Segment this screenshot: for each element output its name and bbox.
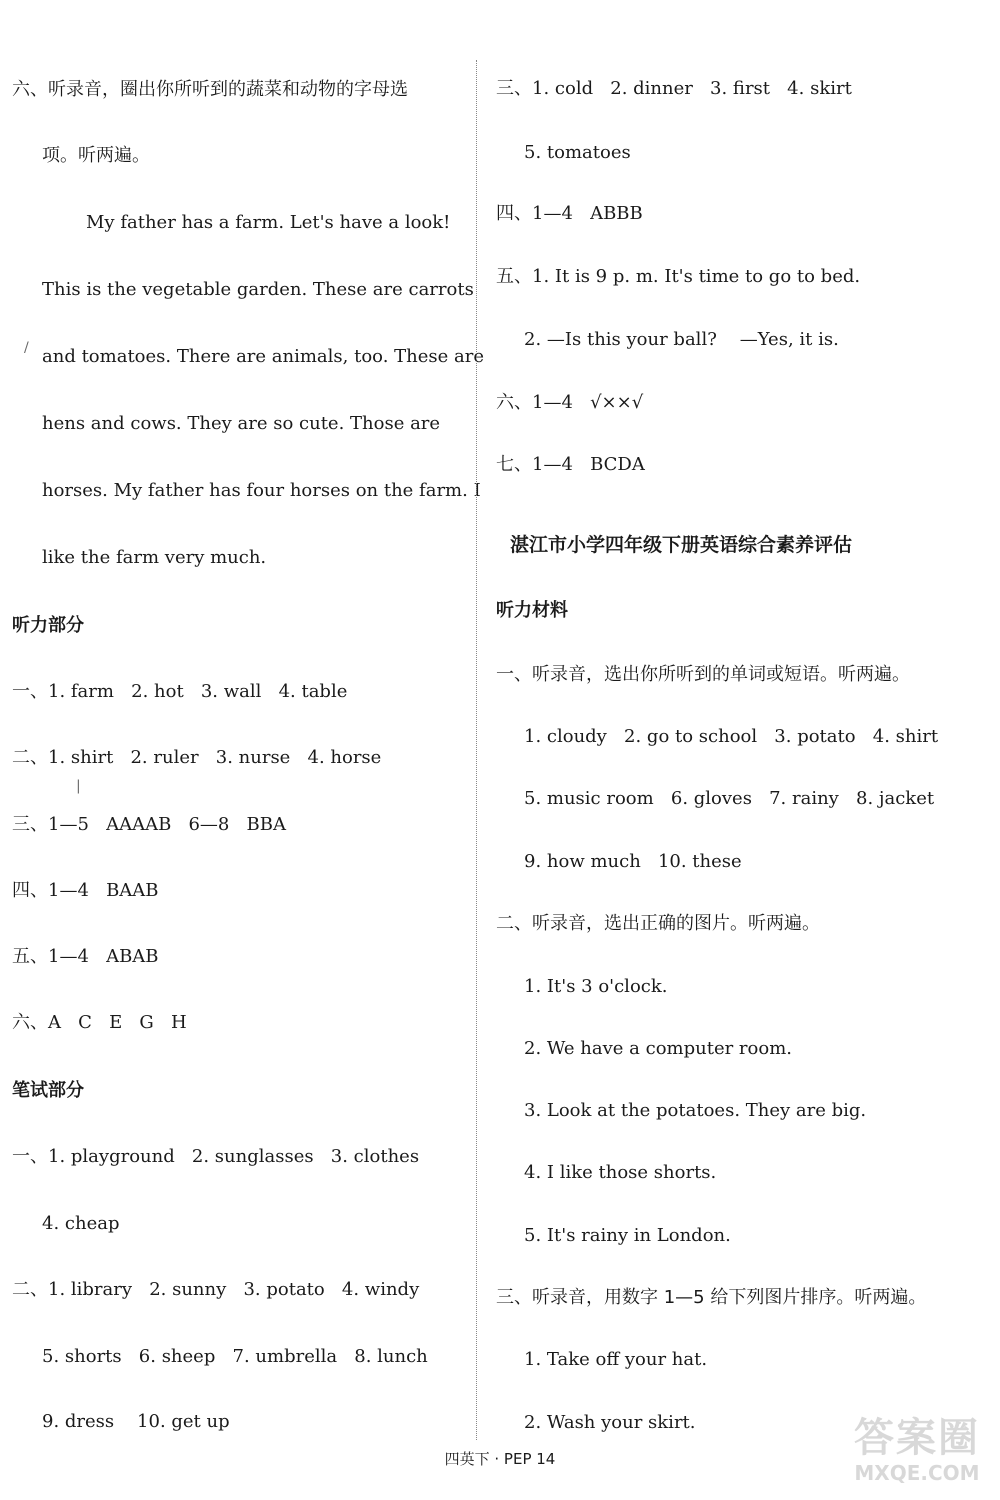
section-six-instruction-line1: 六、听录音，圈出你所听到的蔬菜和动物的字母选 bbox=[12, 79, 408, 100]
passage-line: horses. My father has four horses on the farm. I bbox=[42, 480, 481, 501]
answer-line: 9. dress 10. get up bbox=[42, 1411, 230, 1432]
answer-line: 七、1—4 BCDA bbox=[496, 454, 645, 475]
question-item: 3. Look at the potatoes. They are big. bbox=[524, 1100, 867, 1121]
answer-line: 5. tomatoes bbox=[524, 142, 631, 163]
passage-line: hens and cows. They are so cute. Those are bbox=[42, 413, 441, 434]
passage-line: and tomatoes. There are animals, too. These are bbox=[42, 346, 484, 367]
answer-line: 一、1. farm 2. hot 3. wall 4. table bbox=[12, 681, 348, 702]
answer-line: 四、1—4 BAAB bbox=[12, 880, 159, 901]
question-item: 4. I like those shorts. bbox=[524, 1162, 717, 1183]
question-one-instruction: 一、听录音，选出你所听到的单词或短语。听两遍。 bbox=[496, 664, 910, 685]
watermark-logo bbox=[842, 1414, 992, 1494]
question-item: 2. Wash your skirt. bbox=[524, 1412, 696, 1433]
question-item: 2. We have a computer room. bbox=[524, 1038, 793, 1059]
question-item: 9. how much 10. these bbox=[524, 851, 742, 872]
column-divider bbox=[476, 60, 477, 1440]
listening-section-heading: 听力部分 bbox=[12, 615, 84, 636]
answer-line: 三、1—5 AAAAB 6—8 BBA bbox=[12, 814, 286, 835]
answer-line: 五、1—4 ABAB bbox=[12, 946, 159, 967]
question-item: 5. music room 6. gloves 7. rainy 8. jacket bbox=[524, 788, 935, 809]
question-item: 1. It's 3 o'clock. bbox=[524, 976, 668, 997]
answer-line: 5. shorts 6. sheep 7. umbrella 8. lunch bbox=[42, 1346, 428, 1367]
answer-line: 六、A C E G H bbox=[12, 1012, 187, 1033]
page-footer: 四英下 · PEP 14 bbox=[444, 1450, 556, 1468]
question-three-instruction: 三、听录音，用数字 1—5 给下列图片排序。听两遍。 bbox=[496, 1287, 927, 1308]
section-six-instruction-line2: 项。听两遍。 bbox=[42, 145, 150, 166]
answer-line: 一、1. playground 2. sunglasses 3. clothes bbox=[12, 1146, 420, 1167]
answer-line: 2. —Is this your ball? —Yes, it is. bbox=[524, 329, 839, 350]
question-two-instruction: 二、听录音，选出正确的图片。听两遍。 bbox=[496, 913, 820, 934]
passage-line: My father has a farm. Let's have a look! bbox=[86, 212, 451, 233]
stray-mark: | bbox=[76, 778, 81, 794]
answer-line: 二、1. library 2. sunny 3. potato 4. windy bbox=[12, 1279, 420, 1300]
question-item: 5. It's rainy in London. bbox=[524, 1225, 731, 1246]
question-item: 1. cloudy 2. go to school 3. potato 4. shirt bbox=[524, 726, 939, 747]
question-item: 1. Take off your hat. bbox=[524, 1349, 708, 1370]
watermark-text: 答案圈 bbox=[854, 1415, 980, 1461]
passage-line: like the farm very much. bbox=[42, 547, 267, 568]
stray-mark: / bbox=[24, 340, 29, 356]
watermark-url: MXQE.COM bbox=[854, 1461, 980, 1485]
answer-line: 六、1—4 √××√ bbox=[496, 392, 644, 413]
written-section-heading: 笔试部分 bbox=[12, 1080, 84, 1101]
answer-line: 4. cheap bbox=[42, 1213, 120, 1234]
exam-title: 湛江市小学四年级下册英语综合素养评估 bbox=[510, 534, 853, 556]
answer-line: 二、1. shirt 2. ruler 3. nurse 4. horse bbox=[12, 747, 382, 768]
answer-line: 四、1—4 ABBB bbox=[496, 203, 643, 224]
answer-line: 三、1. cold 2. dinner 3. first 4. skirt bbox=[496, 78, 852, 99]
passage-line: This is the vegetable garden. These are carrots bbox=[42, 279, 474, 300]
listening-material-heading: 听力材料 bbox=[496, 600, 568, 621]
answer-line: 五、1. It is 9 p. m. It's time to go to bed. bbox=[496, 266, 861, 287]
